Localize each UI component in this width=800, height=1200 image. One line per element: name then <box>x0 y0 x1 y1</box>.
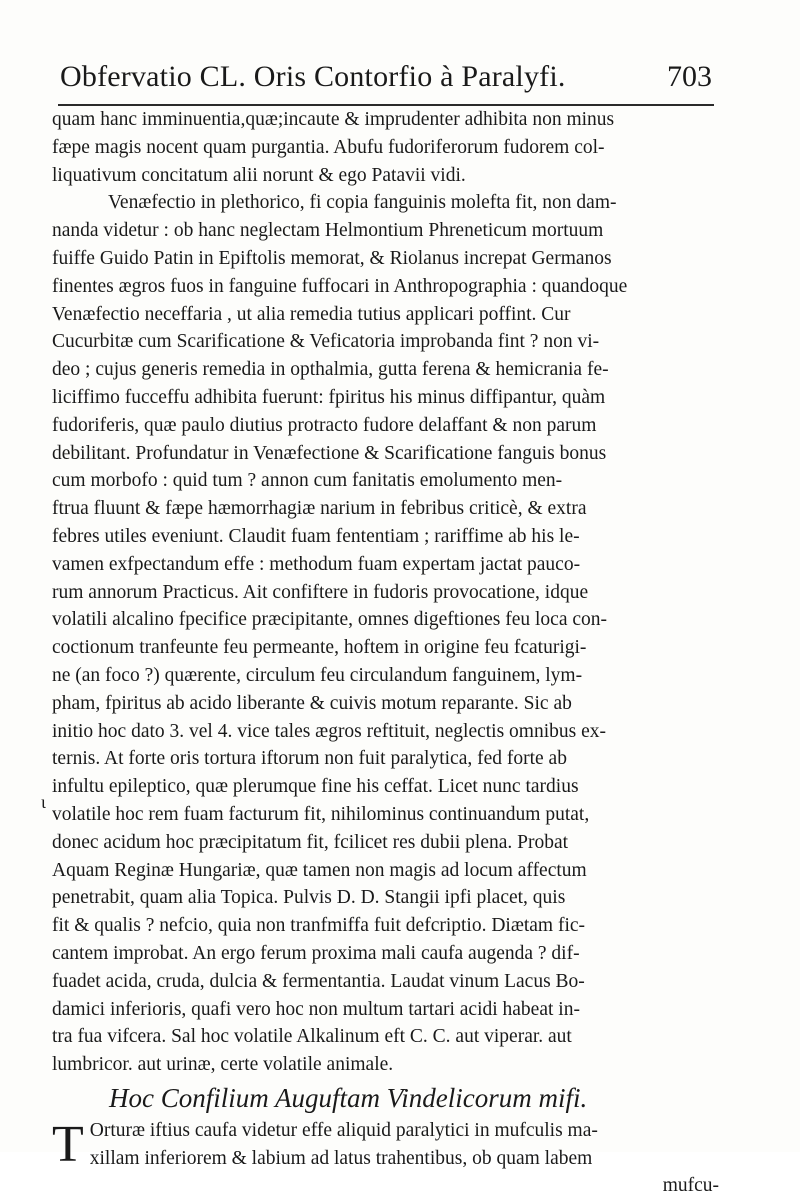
text-line: ne (an foco ?) quærente, circulum feu circulandum fanguinem, lym- <box>52 664 583 686</box>
page-number: 703 <box>667 60 712 93</box>
text-line: fæpe magis nocent quam purgantia. Abufu fudoriferorum fudorem col- <box>52 136 605 158</box>
text-line: Orturæ iftius caufa videtur effe aliquid paralytici in mufculis ma- <box>89 1119 598 1141</box>
text-line: pham, fpiritus ab acido liberante & cuivis motum reparante. Sic ab <box>52 692 572 714</box>
text-line: febres utiles eveniunt. Claudit fuam fententiam ; rariffime ab his le- <box>52 525 580 547</box>
margin-mark: ɩ <box>41 792 46 812</box>
text-line: xillam inferiorem & labium ad latus trahentibus, ob quam labem <box>89 1147 593 1169</box>
drop-cap: T <box>52 1115 84 1173</box>
text-line: coctionum tranfeunte feu permeante, hoftem in origine feu fcaturigi- <box>52 637 587 659</box>
text-line: Venæfectio in plethorico, fi copia fanguinis molefta fit, non dam- <box>108 192 617 214</box>
text-line: Venæfectio neceffaria , ut alia remedia tutius applicari poffint. Cur <box>52 303 571 325</box>
text-line: finentes ægros fuos in fanguine fuffocari in Anthropographia : quandoque <box>52 275 628 297</box>
text-line: penetrabit, quam alia Topica. Pulvis D. D. Stangii ipfi placet, quis <box>52 887 566 909</box>
text-line: ternis. At forte oris tortura iftorum non fuit paralytica, fed forte ab <box>52 748 567 770</box>
text-line: fuadet acida, cruda, dulcia & fermentantia. Laudat vinum Lacus Bo- <box>52 970 585 992</box>
text-line: debilitant. Profundatur in Venæfectione & Scarificatione fanguis bonus <box>52 442 607 464</box>
text-line: lumbricor. aut urinæ, certe volatile animale. <box>52 1054 394 1076</box>
text-line: vamen exfpectandum effe : methodum fuam expertam jactat pauco- <box>52 553 581 575</box>
text-line: initio hoc dato 3. vel 4. vice tales ægros reftituit, neglectis omnibus ex- <box>52 720 607 742</box>
text-line: liciffimo fucceffu adhibita fuerunt: fpiritus his minus diffipantur, quàm <box>52 386 606 408</box>
text-line: Aquam Reginæ Hungariæ, quæ tamen non magis ad locum affectum <box>52 859 587 881</box>
text-line: deo ; cujus generis remedia in opthalmia, gutta ferena & hemicrania fe- <box>52 359 609 381</box>
text-line: donec acidum hoc præcipitatum fit, fcilicet res dubii plena. Probat <box>52 831 569 853</box>
text-line: tra fua vifcera. Sal hoc volatile Alkalinum eft C. C. aut viperar. aut <box>52 1026 572 1048</box>
text-line: Cucurbitæ cum Scarificatione & Veficatoria improbanda fint ? non vi- <box>52 331 600 353</box>
running-title: Obfervatio CL. Oris Contorfio à Paralyfi. <box>60 60 566 93</box>
text-line: cantem improbat. An ergo ferum proxima mali caufa augenda ? dif- <box>52 942 580 964</box>
text-line: fuiffe Guido Patin in Epiftolis memorat, & Riolanus increpat Germanos <box>52 247 612 269</box>
section-heading: Hoc Confilium Auguftam Vindelicorum mifi. <box>109 1082 588 1113</box>
text-line: rum annorum Practicus. Ait confiftere in fudoris provocatione, idque <box>52 581 589 603</box>
text-line: quam hanc imminuentia,quæ;incaute & imprudenter adhibita non minus <box>52 109 615 130</box>
text-line: volatili alcalino fpecifice præcipitante, omnes digeftiones feu loca con- <box>52 609 607 631</box>
catchword: mufcu- <box>662 1175 719 1197</box>
section-paragraph <box>52 1117 727 1173</box>
body-text <box>52 106 727 1200</box>
text-line: ftrua fluunt & fæpe hæmorrhagiæ narium in febribus criticè, & extra <box>52 498 587 520</box>
text-line: damici inferioris, quafi vero hoc non multum tartari acidi habeat in- <box>52 998 580 1020</box>
text-line: cum morbofo : quid tum ? annon cum fanitatis emolumento men- <box>52 470 563 492</box>
text-line: liquativum concitatum alii norunt & ego Patavii vidi. <box>52 164 466 186</box>
text-line: fit & qualis ? nefcio, quia non tranfmiffa fuit defcriptio. Diætam fic- <box>52 915 586 937</box>
text-line: nanda videtur : ob hanc neglectam Helmontium Phreneticum mortuum <box>52 220 604 242</box>
text-line: fudoriferis, quæ paulo diutius protracto fudore delaffant & non parum <box>52 414 597 436</box>
page-header <box>60 60 712 100</box>
text-line: infultu epileptico, quæ plerumque fine his ceffat. Licet nunc tardius <box>52 776 579 798</box>
text-line: volatile hoc rem fuam facturum fit, nihilominus continuandum putat, <box>52 803 590 825</box>
